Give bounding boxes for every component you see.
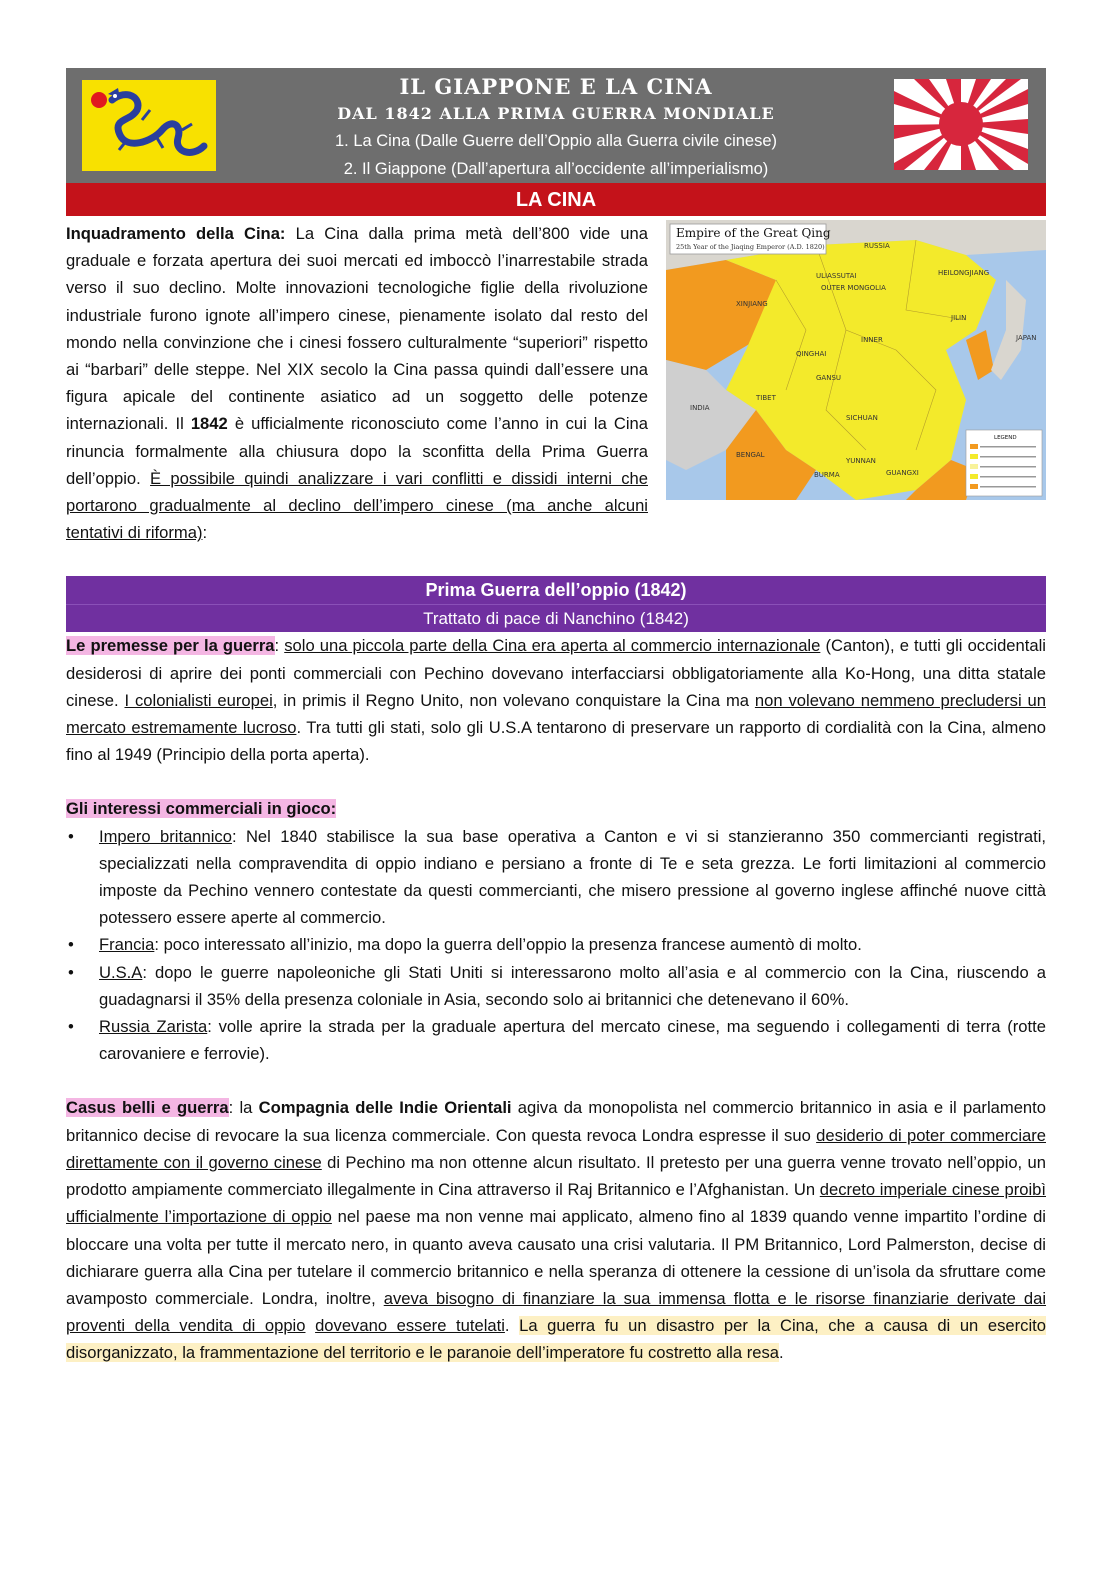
map-subtitle: 25th Year of the Jiaqing Emperor (A.D. 1820) [676, 243, 825, 251]
map-label-tibet: TIBET [756, 394, 776, 402]
premesse-underline-2: I colonialisti europei [124, 690, 273, 710]
list-item-russia-zarista [66, 1013, 1046, 1067]
list-item-francia [66, 931, 1046, 958]
map-label-bengal: BENGAL [736, 451, 765, 459]
interessi-heading [66, 795, 1046, 822]
casus-text-4 [305, 1316, 315, 1335]
map-label-burma: BURMA [814, 471, 840, 479]
map-title: Empire of the Great Qing [676, 226, 831, 240]
map-label-outer-mongolia: OUTER MONGOLIA [821, 284, 886, 292]
list-item-text: : Nel 1840 stabilisce la sua base operativa a Canton e vi si stanzieranno 350 commercianti registrati, specializzati nella compravendita di oppio indiano e persiano a fronte di Te e seta grezza. Le forti limitazioni al commercio imposte da Pechino vennero contestate da questi commercianti, che misero pressione al governo inglese affinché nuove città potessero essere aperte al commercio. [99, 826, 1046, 928]
map-label-heilongjiang: HEILONGJIANG [938, 269, 990, 277]
casus-underline-4: dovevano essere tutelati [315, 1316, 505, 1336]
list-item-name: U.S.A [99, 962, 143, 982]
map-label-qinghai: QINGHAI [796, 350, 827, 358]
map-legend-title: LEGEND [994, 435, 1017, 441]
qing-dragon-flag [82, 80, 216, 171]
list-item-text: : dopo le guerre napoleoniche gli Stati Uniti si interessarono molto all’asia e al commercio con la Cina, riuscendo a guadagnarsi il 35% della presenza coloniale in Asia, secondo solo ai britannici che detenevano il 60%. [99, 962, 1046, 1009]
map-label-japan: JAPAN [1016, 334, 1037, 342]
map-label-gansu: GANSU [816, 374, 842, 382]
premesse-paragraph [66, 632, 1046, 768]
main-title: IL GIAPPONE E LA CINA [399, 74, 713, 99]
bullet-icon: • [68, 1017, 74, 1037]
casus-text-6: . [778, 1343, 784, 1363]
list-item-name: Impero britannico [99, 826, 232, 846]
intro-text-2: è ufficialmente riconosciuto come l’anno in cui la Cina rinuncia formalmente alla chiusura dopo la sconfitta della Prima Guerra dell’oppio. [66, 414, 648, 488]
premesse-text-1: (Canton), e tutti gli occidentali desiderosi di aprire dei ponti commerciali con Pechino dovevano interfacciarsi obbligatoriamente alla Ko-Hong, una ditta statale cinese. [66, 636, 1046, 710]
casus-highlight: La guerra fu un disastro per la Cina, che a causa di un esercito disorganizzato, la frammentazione del territorio e le paranoie dell’imperatore fu costretto alla resa [66, 1316, 1046, 1363]
bullet-icon: • [68, 826, 74, 846]
section-title-la-cina: LA CINA [66, 183, 1046, 216]
bullet-icon: • [68, 962, 74, 982]
intro-section [66, 220, 1046, 546]
intro-text-1: La Cina dalla prima metà dell’800 vide una graduale e forzata apertura dei suoi mercati ed imboccò l’inarrestabile strada verso il suo declino. Molte innovazioni tecnologiche figlie della rivoluzione industriale furono ignote all’impero cinese, pienamente isolato dal resto del mondo nella convinzione che i cinesi fossero culturalmente “superiori” rispetto ai “barbari” delle steppe. Nel XIX secolo la Cina passa quindi dall’essere una figura apicale del continente asiatico ad un soggetto delle potenze internazionali. Il [66, 224, 648, 434]
map-label-yunnan: YUNNAN [846, 457, 876, 465]
war-subheading: Trattato di pace di Nanchino (1842) [66, 604, 1046, 632]
casus-company: Compagnia delle Indie Orientali [258, 1098, 512, 1118]
war-heading: Prima Guerra dell’oppio (1842) [66, 576, 1046, 604]
list-item-name: Francia [99, 935, 155, 955]
interessi-list [66, 823, 1046, 1068]
casus-underline-1: desiderio di poter commerciare direttamente con il governo cinese [66, 1125, 1046, 1172]
document-page [66, 68, 1046, 1367]
map-label-xinjiang: XINJIANG [736, 300, 768, 308]
list-item-usa [66, 959, 1046, 1013]
intro-lead: Inquadramento della Cina: [66, 224, 286, 243]
bullet-icon: • [68, 935, 74, 955]
list-item-impero-britannico [66, 823, 1046, 932]
map-label-india: INDIA [690, 404, 710, 412]
map-label-guangxi: GUANGXI [886, 469, 919, 477]
rising-sun-flag [894, 79, 1028, 170]
header-titles [226, 68, 886, 183]
casus-text-5: . [504, 1316, 520, 1336]
outline-line-1: 1. La Cina (Dalle Guerre dell’Oppio alla Guerra civile cinese) [334, 132, 778, 150]
casus-text-3: nel paese ma non venne mai applicato, almeno fino al 1839 quando venne impartito l’ordine di bloccare una volta per tutte il mercato nero, in quanto aveva causato una crisi valutaria. Il PM Britannico, Lord Palmerston, decise di dichiarare guerra alla Cina per tutelare il commercio britannico e nella speranza di ottenere la cessione di un’isola da sfruttare come avamposto commerciale. Londra, inoltre, [66, 1207, 1046, 1308]
premesse-text-2: , in primis il Regno Unito, non volevano conquistare la Cina ma [272, 690, 755, 710]
premesse-underline-1: solo una piccola parte della Cina era aperta al commercio internazionale [284, 636, 821, 656]
intro-year: 1842 [190, 414, 228, 434]
casus-paragraph [66, 1094, 1046, 1366]
premesse-label: Le premesse per la guerra [66, 636, 275, 656]
list-item-name: Russia Zarista [99, 1017, 208, 1037]
map-label-inner: INNER [861, 336, 883, 344]
premesse-text-3: . Tra tutti gli stati, solo gli U.S.A tentarono di preservare un rapporto di cordialità con la Cina, almeno fino al 1949 (Principio della porta aperta). [66, 718, 1046, 765]
list-item-text: : poco interessato all’inizio, ma dopo la guerra dell’oppio la presenza francese aumentò di molto. [154, 935, 862, 955]
intro-underlined: È possibile quindi analizzare i vari conflitti e dissidi interni che portarono gradualmente al declino dell’impero cinese (ma anche alcuni tentativi di riforma) [66, 468, 648, 543]
header-banner [66, 68, 1046, 183]
map-label-jilin: JILIN [951, 314, 967, 322]
casus-text-2: di Pechino ma non ottenne alcun risultato. Il pretesto per una guerra venne trovato nell’oppio, un prodotto ampiamente commerciato illegalmente in Cina attraverso il Raj Britannico e l’Afghanistan. Un [66, 1152, 1046, 1200]
casus-underline-3: aveva bisogno di finanziare la sua immensa flotta e le risorse finanziarie derivate dai proventi della vendita di oppio [66, 1288, 1047, 1336]
map-label-sichuan: SICHUAN [846, 414, 878, 422]
list-item-text: : volle aprire la strada per la graduale apertura del mercato cinese, ma seguendo i collegamenti di terra (rotte carovaniere e ferrovie). [99, 1017, 1046, 1064]
subtitle: DAL 1842 ALLA PRIMA GUERRA MONDIALE [337, 104, 775, 123]
premesse-colon: : [274, 636, 285, 656]
premesse-underline-3: non volevano nemmeno precludersi un mercato estremamente lucroso [66, 690, 1046, 738]
casus-label: Casus belli e guerra [66, 1098, 229, 1118]
map-label-uliassutai: ULIASSUTAI [816, 272, 857, 280]
outline-line-2: 2. Il Giappone (Dall’apertura all’occidente all’imperialismo) [343, 160, 769, 178]
qing-empire-map [666, 220, 1046, 500]
map-label-russia: RUSSIA [864, 242, 890, 250]
casus-text-1: agiva da monopolista nel commercio britannico in asia e il parlamento britannico decise di revocare la sua licenza commerciale. Con questa revoca Londra espresse il suo [66, 1098, 1046, 1145]
casus-underline-2: decreto imperiale cinese proibì ufficialmente l’importazione di oppio [66, 1180, 1046, 1227]
casus-text-0: : la [228, 1098, 259, 1118]
intro-end: : [202, 523, 208, 543]
interessi-label: Gli interessi commerciali in gioco: [66, 799, 337, 819]
